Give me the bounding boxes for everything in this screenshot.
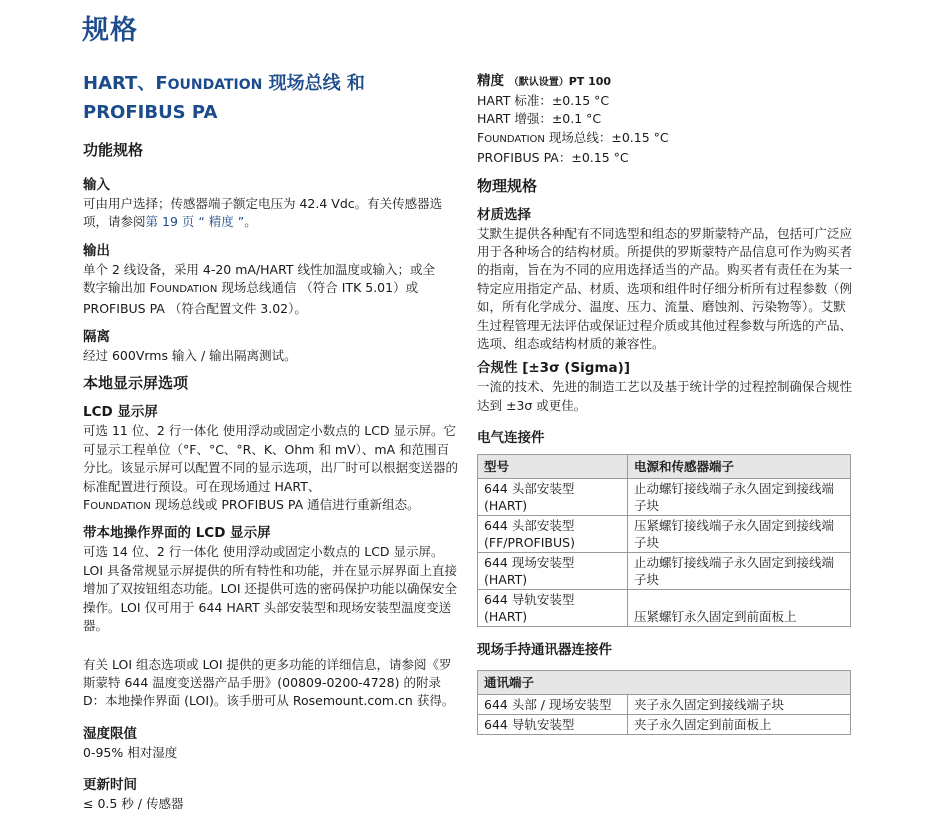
humidity-text: 0-95% 相对湿度 xyxy=(83,744,178,760)
accuracy-list xyxy=(477,92,853,168)
loi-text: 可选 14 位、2 行一体化 使用浮动或固定小数点的 LCD 显示屏。LOI 具备常规显示屏提供的所有特性和功能，并在显示屏界面上直接增加了双按钮组态功能。LOI 还提供可选的密码保护功能以确保安全操作。LOI 仅可用于 644 HART 头部安装型和现场安装型温度变送器。 xyxy=(83,544,458,634)
section-title-suffix: 现场总线 和 xyxy=(262,73,365,94)
output-line3: PROFIBUS PA （符合配置文件 3.02）。 xyxy=(83,300,307,316)
table-cell-model: 644 头部安装型 (FF/PROFIBUS) xyxy=(478,516,628,553)
col-header-terminals: 电源和传感器端子 xyxy=(628,455,851,479)
right-column xyxy=(477,72,853,735)
table-cell-terminals: 压紧螺钉永久固定到前面板上 xyxy=(628,590,851,627)
table-cell-model: 644 头部安装型 (HART) xyxy=(478,479,628,516)
humidity-heading: 湿度限值 xyxy=(83,725,137,742)
communicator-heading: 现场手持通讯器连接件 xyxy=(477,642,612,659)
accuracy-title: 精度 xyxy=(477,73,504,89)
electrical-table xyxy=(477,454,851,627)
table-cell-model: 644 头部 / 现场安装型 xyxy=(478,695,628,715)
lcd-text-a: 可选 11 位、2 行一体化 使用浮动或固定小数点的 LCD 显示屏。它可显示工程单位（°F、°C、°R、K、Ohm 和 mV）、mA 和范围百分比。该显示屏可以配置不同的显示选项，出厂时可以根据变送器的标准配置进行预设。可在现场通过 HART、 xyxy=(83,423,459,494)
table-row xyxy=(478,516,851,553)
conformance-text: 一流的技术、先进的制造工艺以及基于统计学的过程控制确保合规性达到 ±3σ 或更佳。 xyxy=(477,379,853,413)
lcd-text-b-post: 现场总线或 PROFIBUS PA 通信进行重新组态。 xyxy=(150,497,420,513)
table-cell-terminals: 止动螺钉接线端子永久固定到接线端子块 xyxy=(628,479,851,516)
accuracy-ff-post: 现场总线：±0.15 °C xyxy=(544,129,669,145)
input-heading: 输入 xyxy=(83,177,110,193)
accuracy-hart-enh: HART 增强：±0.1 °C xyxy=(477,111,602,127)
physical-specs-heading: 物理规格 xyxy=(477,176,538,195)
table-row xyxy=(478,479,851,516)
electrical-heading: 电气连接件 xyxy=(477,430,545,447)
input-text xyxy=(83,195,458,232)
update-text: ≤ 0.5 秒 / 传感器 xyxy=(83,796,184,812)
table-row xyxy=(478,715,851,735)
table-cell-terminals: 止动螺钉接线端子永久固定到接线端子块 xyxy=(628,553,851,590)
conformance-heading: 合规性 [±3σ (Sigma)] xyxy=(477,360,630,377)
loi-text2: 有关 LOI 组态选项或 LOI 提供的更多功能的详细信息，请参阅《罗斯蒙特 644 温度变送器产品手册》(00809-0200-4728) 的附录 D：本地操作界面 (LOI)。该手册可从 Rosemount.com.cn 获得。 xyxy=(83,656,455,709)
materials-heading: 材质选择 xyxy=(477,206,531,223)
output-line1: 单个 2 线设备，采用 4-20 mA/HART 线性加温度或输入；或全 xyxy=(83,261,435,277)
accuracy-title-suffix: PT 100 xyxy=(568,75,612,88)
accuracy-ff xyxy=(477,129,853,149)
table-cell-model: 644 导轨安装型 xyxy=(478,715,628,735)
communicator-table xyxy=(477,670,851,735)
update-heading: 更新时间 xyxy=(83,777,137,794)
output-text xyxy=(83,261,458,318)
section-title-line2: PROFIBUS PA xyxy=(83,102,218,123)
accuracy-link[interactable]: 第 19 页 “ 精度 ” xyxy=(145,214,245,230)
functional-specs-heading: 功能规格 xyxy=(83,141,144,159)
left-column xyxy=(83,70,458,814)
isolation-text: 经过 600Vrms 输入 / 输出隔离测试。 xyxy=(83,348,297,364)
table-cell-terminals: 夹子永久固定到前面板上 xyxy=(628,715,851,735)
lcd-text xyxy=(83,422,458,516)
table-cell-model: 644 现场安装型 (HART) xyxy=(478,553,628,590)
input-text-a: 可由用户选择；传感器端子额定电压为 42.4 Vdc。有关传感器选项，请参阅 xyxy=(83,196,443,230)
local-display-heading: 本地显示屏选项 xyxy=(83,374,189,393)
accuracy-ff-pre: F xyxy=(477,129,485,145)
table-row xyxy=(478,695,851,715)
section-title xyxy=(83,70,458,126)
materials-text: 艾默生提供各种配有不同选型和组态的罗斯蒙特产品，包括可广泛应用于各种场合的结构材质。所提供的罗斯蒙特产品信息可作为购买者的指南，旨在为不同的应用选择适当的产品。购买者有责任在为某一特定应用指定产品、材质、选项和组件时仔细分析所有过程参数（例如，所有化学成分、温度、压力、流量、磨蚀剂、污染物等）。艾默生过程管理无法评估或保证过程介质或其他过程参数与所选的产品、选项、组态或结构材质的兼容性。 xyxy=(477,225,853,352)
table-cell-model: 644 导轨安装型 (HART) xyxy=(478,590,628,627)
accuracy-ff-sc: OUNDATION xyxy=(484,133,545,145)
accuracy-heading xyxy=(477,72,853,92)
isolation-heading: 隔离 xyxy=(83,329,110,346)
accuracy-title-small: （默认设置） xyxy=(508,77,569,88)
output-line2-sc: OUNDATION xyxy=(156,284,218,296)
input-text-b: 。 xyxy=(244,214,257,230)
table-row xyxy=(478,553,851,590)
table-cell-terminals: 夹子永久固定到接线端子块 xyxy=(628,695,851,715)
loi-heading: 带本地操作界面的 LCD 显示屏 xyxy=(83,525,271,542)
output-line2a: 数字输出加 F xyxy=(83,280,157,296)
col-header-model: 型号 xyxy=(478,455,628,479)
col-header-comm-terminals: 通讯端子 xyxy=(478,671,851,695)
output-heading: 输出 xyxy=(83,242,110,259)
accuracy-hart-std: HART 标准：±0.15 °C xyxy=(477,93,610,108)
section-title-smallcaps: OUNDATION xyxy=(167,77,263,93)
section-title-prefix: HART、F xyxy=(83,73,168,94)
page-title: 规格 xyxy=(82,15,138,46)
output-line2b: 现场总线通信 （符合 ITK 5.01）或 xyxy=(217,280,419,296)
lcd-heading: LCD 显示屏 xyxy=(83,404,158,421)
lcd-text-b-sc: OUNDATION xyxy=(90,501,151,513)
table-cell-terminals: 压紧螺钉接线端子永久固定到接线端子块 xyxy=(628,516,851,553)
accuracy-pa: PROFIBUS PA：±0.15 °C xyxy=(477,150,629,166)
table-row xyxy=(478,590,851,627)
table-header-row xyxy=(478,455,851,479)
lcd-text-b-pre: F xyxy=(83,497,91,513)
table-header-row xyxy=(478,671,851,695)
